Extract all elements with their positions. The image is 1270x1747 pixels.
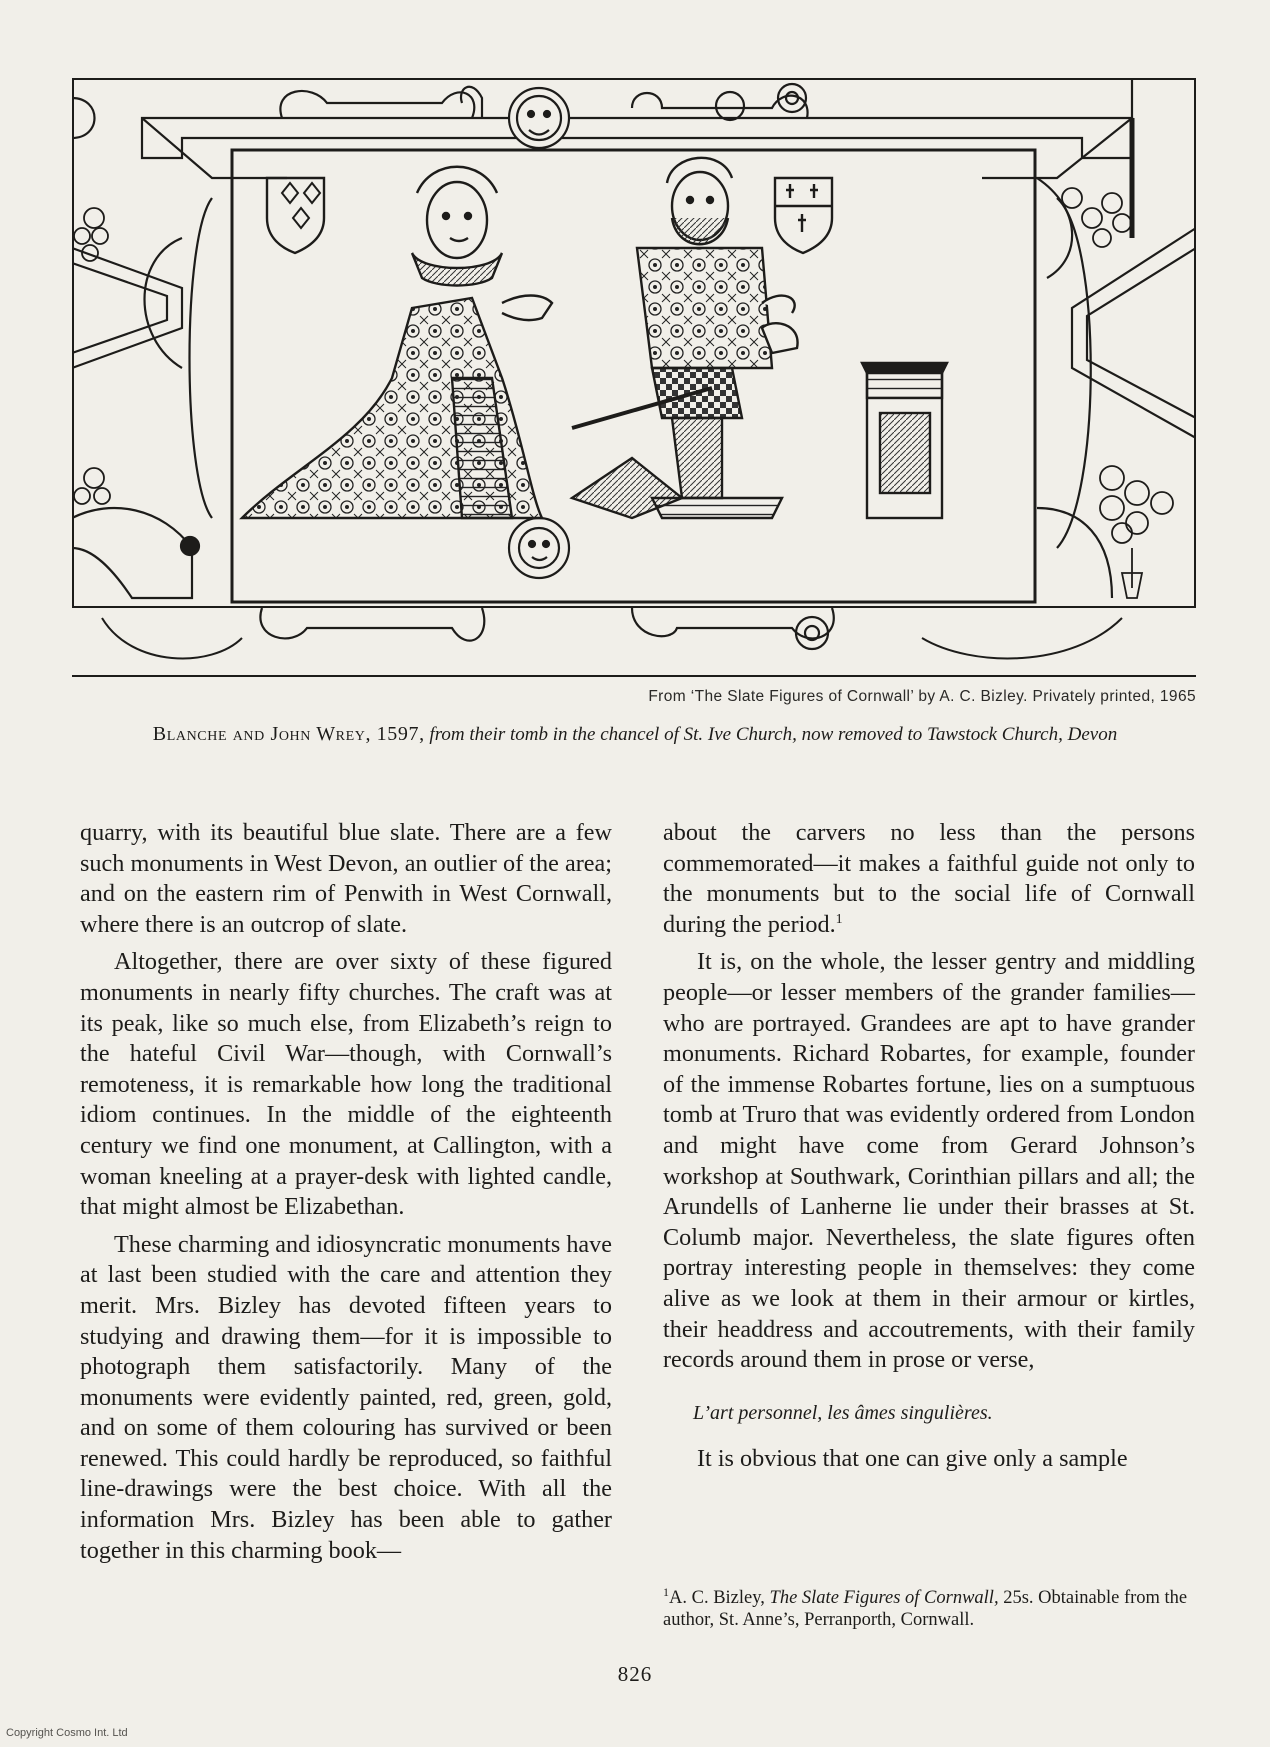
right-paragraph-3: It is obvious that one can give only a sample (697, 1445, 1128, 1473)
right-paragraph-1 (663, 818, 1195, 940)
left-column (80, 818, 612, 1566)
illustration-caption (150, 722, 1120, 747)
left-paragraph-2: Altogether, there are over sixty of these figured monuments in nearly fifty churches. The craft was at its peak, like so much else, from Elizabeth’s reign to the hateful Civil War—though, with Cornwall’s remoteness, it is remarkable how long the traditional idiom continues. In the middle of the eighteenth century we find one monument, at Callington, with a woman kneeling at a prayer-desk with lighted candle, that might almost be Elizabethan. (80, 948, 612, 1221)
caption-location: from their tomb in the chancel of St. Ive Church, now removed to Tawstock Church, Devon (429, 724, 1118, 745)
illustration-credit: From ‘The Slate Figures of Cornwall’ by A. C. Bizley. Privately printed, 1965 (648, 688, 1196, 705)
copyright-watermark: Copyright Cosmo Int. Ltd (6, 1727, 128, 1739)
french-quotation: L’art personnel, les âmes singulières. (693, 1401, 993, 1424)
right-column (663, 818, 1195, 1475)
caption-names: Blanche and John Wrey, 1597, (152, 723, 425, 745)
footnote (663, 1582, 1195, 1631)
left-paragraph-3: These charming and idiosyncratic monuments have at last been studied with the care and attention they merit. Mrs. Bizley has devoted fifteen years to studying and drawing them—for it is impossible to photograph them satisfactorily. Many of the monuments were evidently painted, red, green, gold, and on some of them colouring has survived or been renewed. This could hardly be reproduced, so faithful line-drawings were the best choice. With all the information Mrs. Bizley has been able to gather together in this charming book— (80, 1230, 612, 1564)
footnote-book-title: The Slate Figures of Cornwall, (769, 1588, 999, 1609)
left-paragraph-1: quarry, with its beautiful blue slate. There are a few such monuments in West Devon, an outlier of the area; and on the eastern rim of Penwith in West Cornwall, where there is an outcrop of slate. (80, 819, 612, 938)
footnote-mark: 1 (663, 1585, 669, 1599)
right-paragraph-1-text: about the carvers no less than the persons commemorated—it makes a faithful guide not only to the monuments but to the social life of Cornwall during the period. (663, 819, 1195, 938)
footnote-details: 25s. Obtainable from the author, St. Anne’s, Perranporth, Cornwall. (663, 1588, 1188, 1630)
tomb-illustration (72, 78, 1196, 678)
footnote-author: A. C. Bizley, (669, 1588, 765, 1609)
right-paragraph-2: It is, on the whole, the lesser gentry and middling people—or lesser members of the grander families—who are portrayed. Grandees are apt to have grander monuments. Richard Robartes, for example, founder of the immense Robartes fortune, lies on a sumptuous tomb at Truro that was evidently ordered from London and might have come from Gerard Johnson’s workshop at Southwark, Corinthian pillars and all; the Arundells of Lanherne lie under their brasses at St. Columb major. Nevertheless, the slate figures often portray interesting people in themselves: they come alive as we look at them in their armour or kirtles, their headdress and accoutrements, with their family records around them in prose or verse, (663, 948, 1195, 1374)
page-number: 826 (617, 1662, 653, 1686)
footnote-reference: 1 (835, 911, 843, 927)
